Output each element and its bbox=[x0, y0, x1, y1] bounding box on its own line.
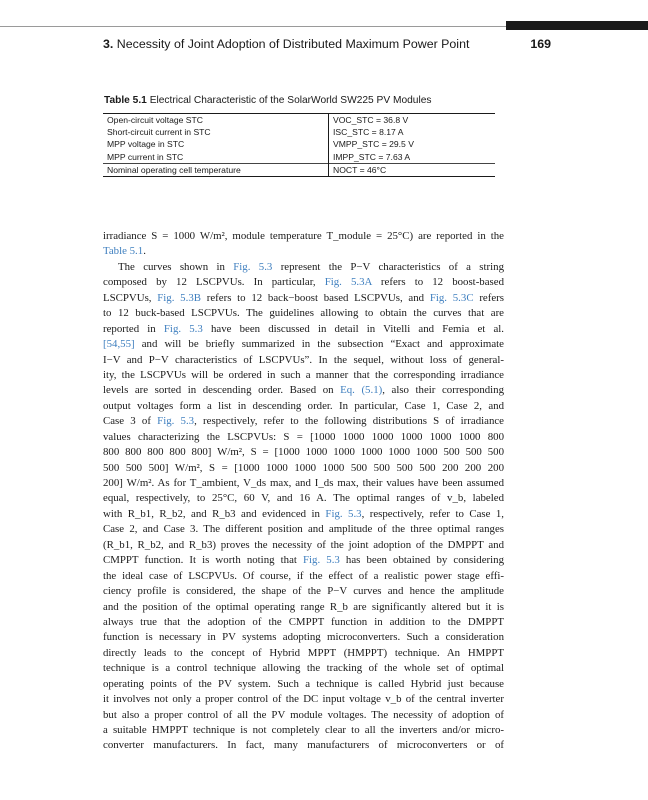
table-row bbox=[103, 151, 495, 164]
paragraph-start bbox=[103, 260, 504, 275]
text-line: ity, the LSCPVUs will be ordered in such a manner that the corresponding irradiance bbox=[103, 368, 504, 381]
text-span: The curves shown in bbox=[118, 260, 225, 273]
table-cell-value: VOC_STC = 36.8 V bbox=[333, 115, 409, 126]
text-line bbox=[103, 337, 504, 352]
table-cell-parameter: MPP voltage in STC bbox=[103, 138, 329, 150]
table-label: Table 5.1 bbox=[104, 95, 147, 106]
text-line: 200] W/m². As for T_ambient, V_ds max, and I_ds max, their values have been assumed bbox=[103, 477, 504, 489]
text-span: with R_b1, R_b2, and R_b3 and evidenced in bbox=[103, 507, 320, 520]
text-span: and will be briefly summarized in the subsection “Exact and approximate bbox=[141, 338, 504, 351]
table-row bbox=[103, 163, 495, 176]
text-line: but also a proper control of all the PV module voltages. The necessity of adoption of bbox=[103, 708, 504, 721]
text-span: Case 3 of bbox=[103, 415, 151, 428]
text-line bbox=[103, 414, 504, 429]
text-line: irradiance S = 1000 W/m², module temperature T_module = 25°C) are reported in the bbox=[103, 230, 504, 242]
text-span: LSCPVUs, bbox=[103, 291, 152, 304]
citation-link[interactable]: [54,55] bbox=[103, 338, 135, 351]
text-line: converter manufacturers. In fact, many manufacturers of microconverters or of bbox=[103, 739, 504, 752]
table-row bbox=[103, 114, 495, 127]
text-span: composed by 12 LSCPVUs. In particular, bbox=[103, 276, 316, 289]
text-line bbox=[103, 507, 504, 522]
text-line: 800 800 800 800 800] W/m², S = [1000 1000 1000 1000 1000 1000 500 500 500 bbox=[103, 446, 504, 459]
table-cell-value: VMPP_STC = 29.5 V bbox=[333, 139, 414, 150]
table-row bbox=[103, 138, 495, 150]
table-title: Electrical Characteristic of the SolarWorld SW225 PV Modules bbox=[149, 95, 432, 106]
figure-reference-link[interactable]: Fig. 5.3C bbox=[429, 291, 474, 304]
text-line bbox=[103, 275, 504, 290]
text-line: function is necessary in PV systems adopting microconverters. Such a consideration bbox=[103, 631, 504, 644]
header-bar bbox=[506, 21, 648, 30]
text-span: reported in bbox=[103, 322, 156, 335]
text-line: always true that the adoption of the CMPPT function in addition to the DMPPT bbox=[103, 615, 504, 628]
table-cell-parameter: Short-circuit current in STC bbox=[103, 126, 329, 138]
text-line: Case 2, and Case 3. The different position and amplitude of the three optimal ranges bbox=[103, 523, 504, 536]
body-text bbox=[103, 229, 504, 754]
table-cell-value: NOCT = 46°C bbox=[329, 163, 496, 176]
text-line: Table 5.1. bbox=[103, 245, 146, 258]
page-number: 169 bbox=[530, 37, 551, 51]
text-span: have been discussed in detail in Vitelli and Femia et al. bbox=[210, 322, 504, 335]
running-head bbox=[103, 37, 551, 55]
equation-reference-link[interactable]: Eq. (5.1) bbox=[340, 384, 383, 397]
figure-reference-link[interactable]: Fig. 5.3 bbox=[303, 554, 340, 567]
table-cell-value: IMPP_STC = 7.63 A bbox=[333, 151, 411, 162]
text-line: (R_b1, R_b2, and R_b3) proves the necessity of the joint adoption of the DMPPT and bbox=[103, 538, 504, 551]
text-line: output voltages form a list in descending order. In particular, Case 1, Case 2, and bbox=[103, 399, 504, 412]
table-row bbox=[103, 126, 495, 138]
text-line: and the position of the optimal operating range R_b are significantly altered but it is bbox=[103, 600, 504, 613]
specs-table bbox=[103, 113, 495, 177]
text-line: a suitable HMPPT technique is not completely clear to all the inverters and/or micro- bbox=[103, 724, 504, 736]
text-span: refers bbox=[479, 291, 504, 304]
text-span: CMPPT function. It is worth noting that bbox=[103, 554, 297, 567]
table-cell-parameter: Nominal operating cell temperature bbox=[103, 163, 329, 176]
text-span: , also their corresponding bbox=[382, 384, 505, 397]
text-line: to 12 buck-based LSCPVUs. The guidelines allowing to obtain the curves that are bbox=[103, 307, 504, 320]
table-caption bbox=[104, 95, 431, 106]
table-cell-parameter: Open-circuit voltage STC bbox=[103, 114, 329, 127]
figure-reference-link[interactable]: Fig. 5.3 bbox=[233, 260, 273, 273]
text-span: represent the P−V characteristics of a string bbox=[280, 260, 505, 273]
text-line: I−V and P−V characteristics of LSCPVUs”. In the sequel, without loss of general- bbox=[103, 353, 504, 366]
text-span: , respectively, refer to the following distributions S of irradiance bbox=[194, 415, 504, 428]
table-reference-link[interactable]: Table 5.1 bbox=[103, 245, 144, 258]
table-cell-value: ISC_STC = 8.17 A bbox=[333, 127, 404, 138]
text-line bbox=[103, 291, 504, 306]
text-line: the ideal case of LSCPVUs. Of course, if the effect of a realistic power stage effi- bbox=[103, 569, 504, 582]
text-line: 500 500 500] W/m², S = [1000 1000 1000 1000 500 500 500 500 200 200 200 bbox=[103, 461, 504, 474]
text-span: , respectively, refer to Case 1, bbox=[361, 507, 504, 520]
figure-reference-link[interactable]: Fig. 5.3B bbox=[157, 291, 201, 304]
figure-reference-link[interactable]: Fig. 5.3A bbox=[324, 276, 372, 289]
text-line bbox=[103, 322, 504, 337]
text-line: equal, respectively, to 25°C, 60 V, and 16 A. The optimal ranges of v_b, labeled bbox=[103, 492, 504, 505]
text-span: has been obtained by considering bbox=[345, 554, 504, 567]
text-span: refers to 12 back−boost based LSCPVUs, and bbox=[206, 291, 425, 304]
text-line bbox=[103, 383, 504, 398]
figure-reference-link[interactable]: Fig. 5.3 bbox=[163, 322, 203, 335]
table-cell-parameter: MPP current in STC bbox=[103, 151, 329, 164]
text-line: technique is a control technique allowing the tracking of the whole set of optimal bbox=[103, 662, 504, 675]
chapter-number: 3. bbox=[103, 37, 114, 51]
text-line: it involves not only a proper control of the DC input voltage v_b of the central inverter bbox=[103, 693, 504, 706]
figure-reference-link[interactable]: Fig. 5.3 bbox=[157, 415, 195, 428]
text-line: ciency profile is considered, the shape of the P−V curves and hence the amplitude bbox=[103, 585, 504, 598]
text-line: operating points of the PV system. Such a technique is called Hybrid just because bbox=[103, 677, 504, 690]
text-line: directly leads to the concept of Hybrid MPPT (HMPPT) technique. An HMPPT bbox=[103, 646, 504, 659]
text-line: values characterizing the LSCPVUs: S = [1000 1000 1000 1000 1000 1000 800 bbox=[103, 430, 504, 443]
text-span: refers to 12 boost-based bbox=[380, 276, 504, 289]
figure-reference-link[interactable]: Fig. 5.3 bbox=[325, 507, 362, 520]
chapter-title: Necessity of Joint Adoption of Distributed Maximum Power Point bbox=[116, 37, 470, 51]
text-line bbox=[103, 553, 504, 568]
text-span: levels are sorted in descending order. Based on bbox=[103, 384, 334, 397]
